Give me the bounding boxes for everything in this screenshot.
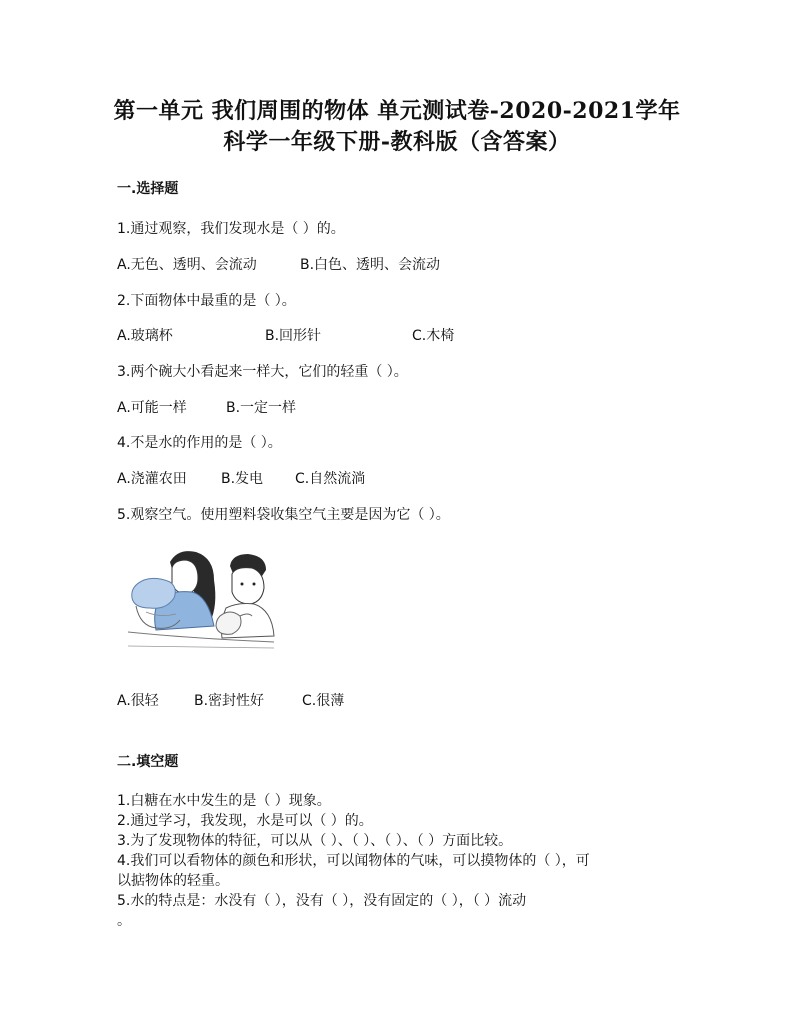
q5-option-b: B.密封性好 <box>194 693 265 709</box>
doc-title-line1: 第一单元 我们周围的物体 单元测试卷-2020-2021学年 <box>113 98 681 124</box>
q2-option-b: B.回形针 <box>265 328 322 344</box>
fill-question-3: 3.为了发现物体的特征，可以从（ ）、（ ）、（ ）、（ ）方面比较。 <box>117 833 513 849</box>
fill-question-1: 1.白糖在水中发生的是（ ）现象。 <box>117 793 331 809</box>
question-5: 5.观察空气。使用塑料袋收集空气主要是因为它（ ）。 <box>117 507 450 523</box>
q1-option-b: B.白色、透明、会流动 <box>300 257 441 273</box>
children-collecting-air-illustration <box>126 546 276 650</box>
question-2: 2.下面物体中最重的是（ ）。 <box>117 293 296 309</box>
fill-question-5-continued: 。 <box>117 913 131 929</box>
q5-option-a: A.很轻 <box>117 693 159 709</box>
q2-option-a: A.玻璃杯 <box>117 328 173 344</box>
fill-question-4-continued: 以掂物体的轻重。 <box>117 873 229 889</box>
fill-question-2: 2.通过学习，我发现，水是可以（ ）的。 <box>117 813 373 829</box>
q4-option-c: C.自然流淌 <box>295 471 366 487</box>
section-heading-fill-in: 二.填空题 <box>117 754 179 770</box>
q2-option-c: C.木椅 <box>412 328 455 344</box>
question-4: 4.不是水的作用的是（ ）。 <box>117 435 282 451</box>
q5-option-c: C.很薄 <box>302 693 345 709</box>
fill-question-5: 5.水的特点是：水没有（ ），没有（ ），没有固定的（ ），（ ）流动 <box>117 893 527 909</box>
q3-option-a: A.可能一样 <box>117 400 187 416</box>
question-3: 3.两个碗大小看起来一样大，它们的轻重（ ）。 <box>117 364 408 380</box>
q4-option-b: B.发电 <box>221 471 264 487</box>
section-heading-choice: 一.选择题 <box>117 181 179 197</box>
q3-option-b: B.一定一样 <box>226 400 297 416</box>
q1-option-a: A.无色、透明、会流动 <box>117 257 257 273</box>
doc-title-line2: 科学一年级下册-教科版（含答案） <box>223 129 571 155</box>
fill-question-4: 4.我们可以看物体的颜色和形状，可以闻物体的气味，可以摸物体的（ ），可 <box>117 853 590 869</box>
q4-option-a: A.浇灌农田 <box>117 471 187 487</box>
question-1: 1.通过观察，我们发现水是（ ）的。 <box>117 221 345 237</box>
